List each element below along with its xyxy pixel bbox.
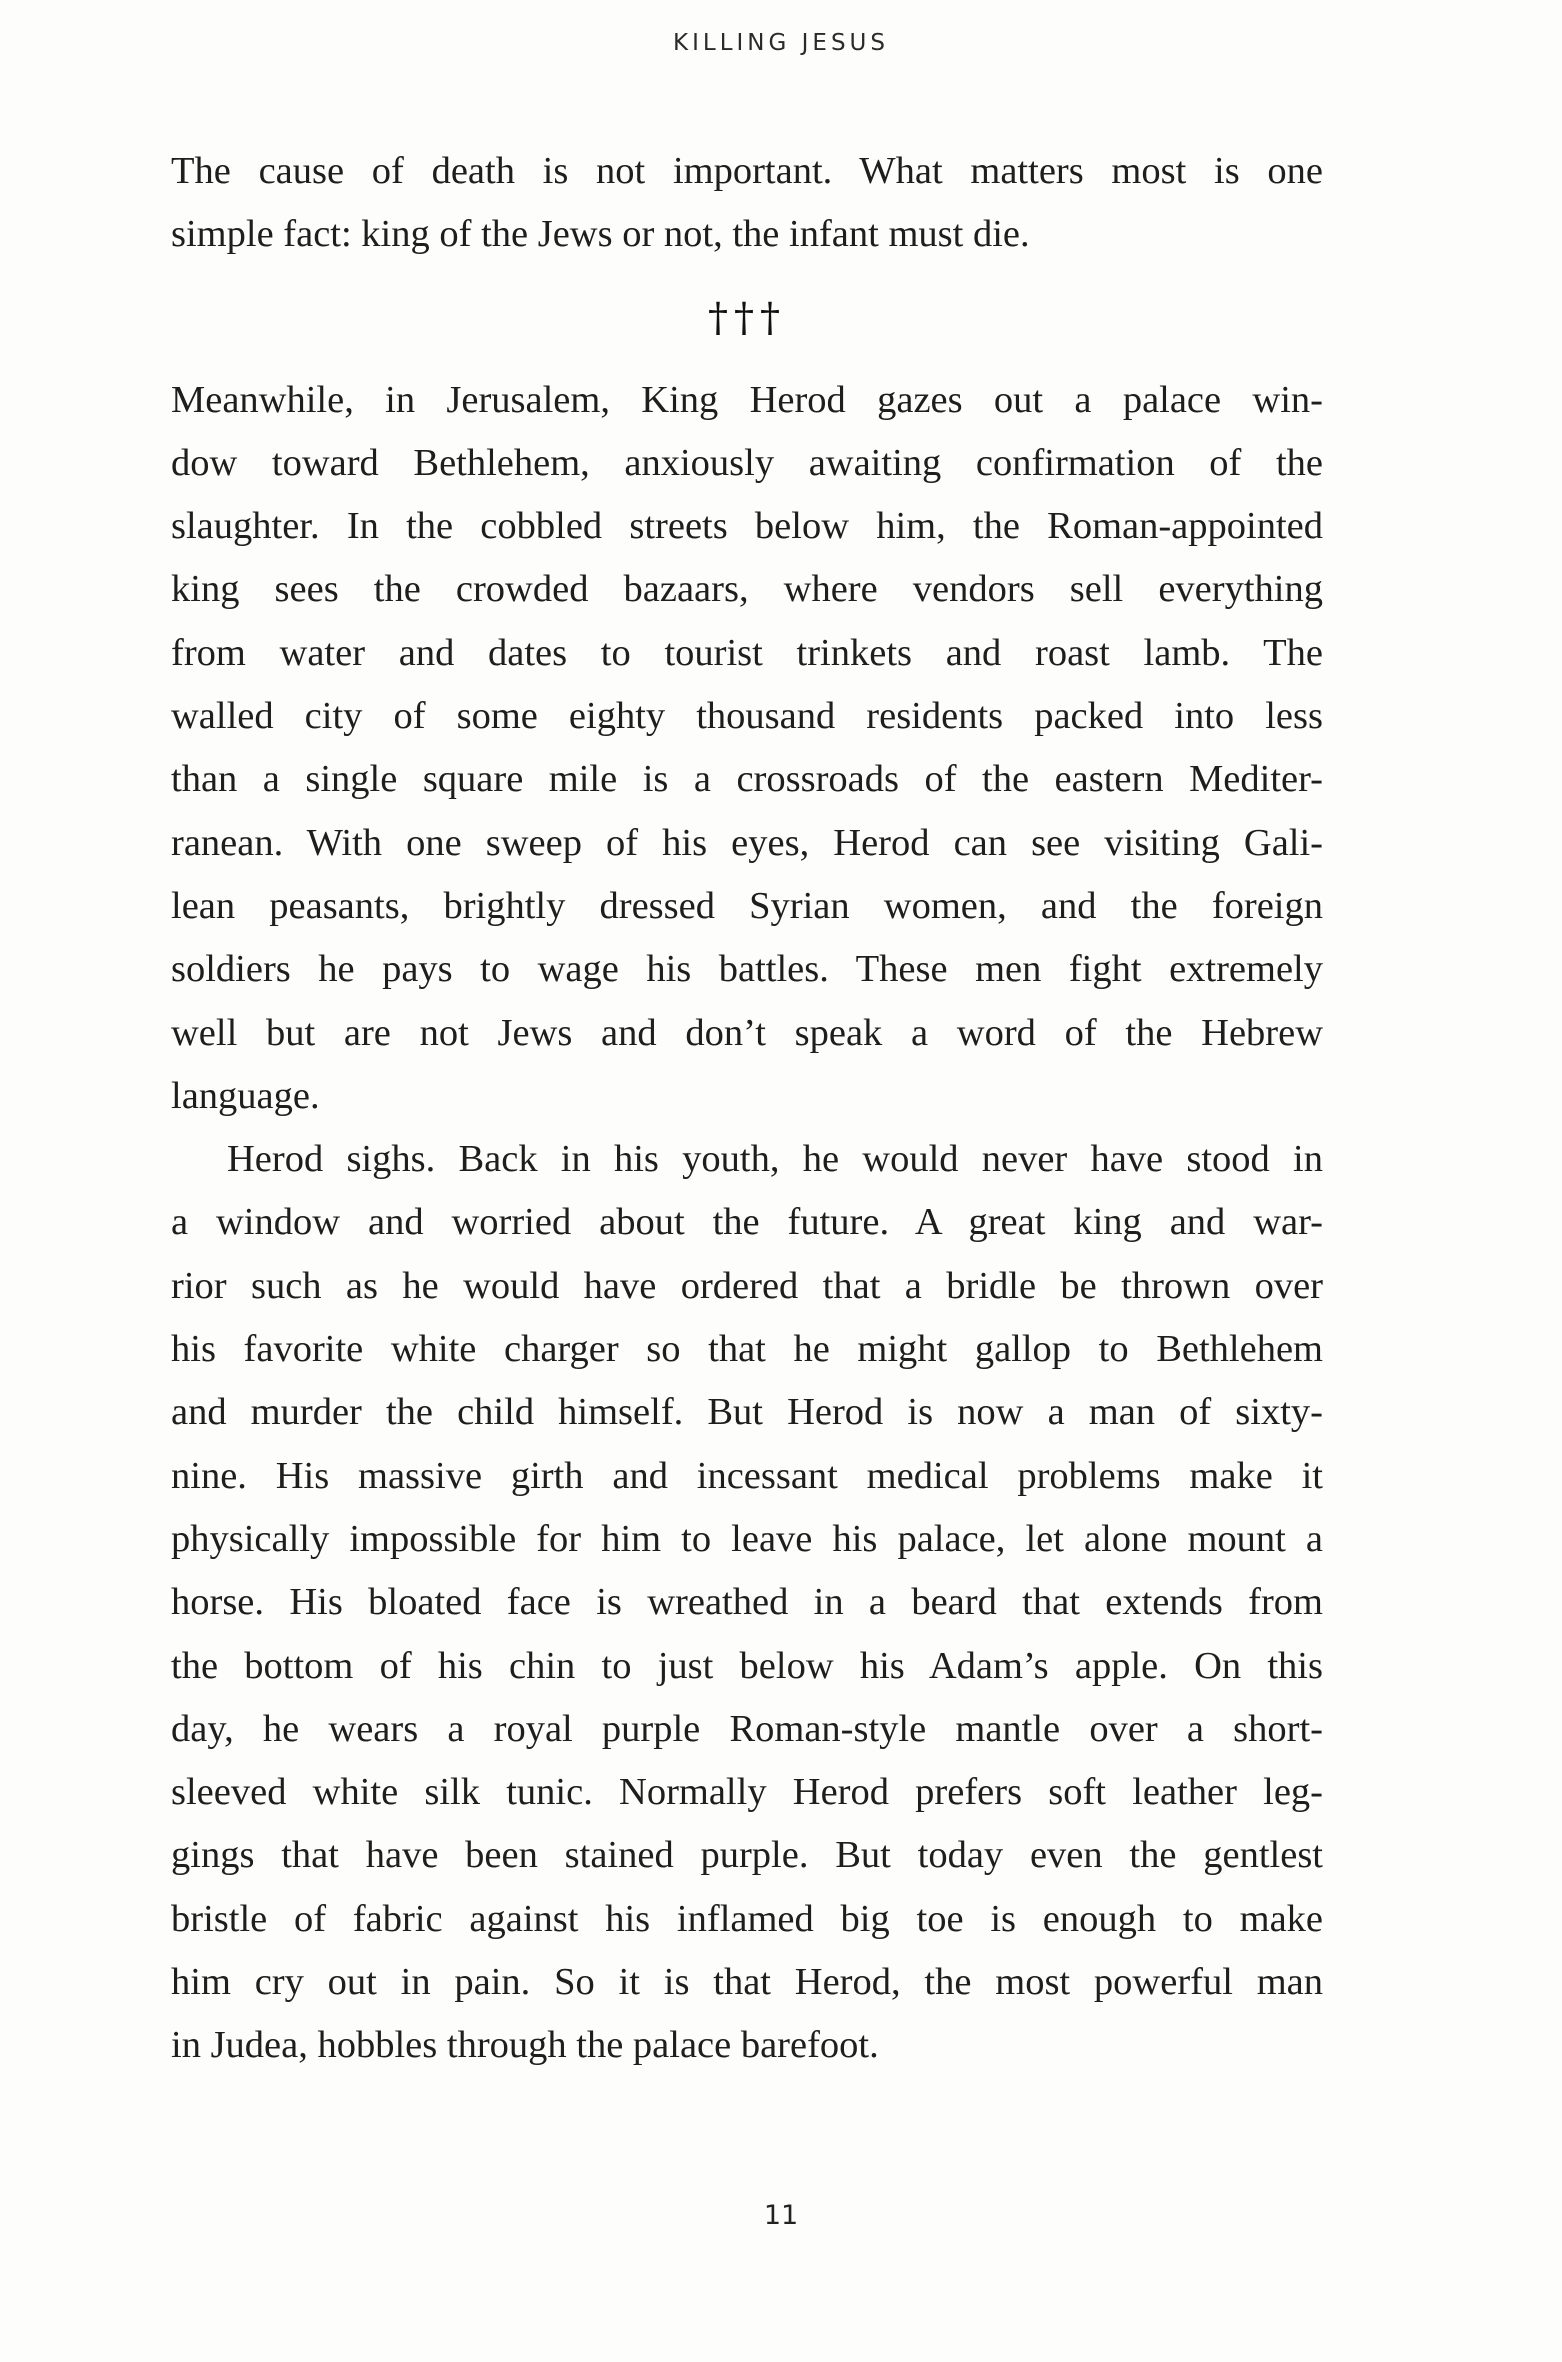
paragraph-herod-gazes	[171, 369, 1323, 1129]
text-line: in Judea, hobbles through the palace barefoot.	[171, 2024, 879, 2067]
text-line: Meanwhile, in Jerusalem, King Herod gazes out a palace win-	[171, 378, 1323, 421]
text-line: bristle of fabric against his inflamed big toe is enough to make	[171, 1897, 1323, 1940]
text-line: and murder the child himself. But Herod is now a man of sixty-	[171, 1391, 1323, 1434]
text-line: nine. His massive girth and incessant medical problems make it	[171, 1454, 1323, 1497]
text-line: him cry out in pain. So it is that Herod, the most powerful man	[171, 1961, 1323, 2004]
body-text	[171, 140, 1323, 2078]
text-line: slaughter. In the cobbled streets below him, the Roman-appointed	[171, 505, 1323, 548]
text-line: ranean. With one sweep of his eyes, Herod can see visiting Gali-	[171, 821, 1323, 864]
text-line: language.	[171, 1074, 320, 1117]
text-line: day, he wears a royal purple Roman-style mantle over a short-	[171, 1707, 1323, 1750]
text-line: his favorite white charger so that he might gallop to Bethlehem	[171, 1328, 1323, 1371]
text-line: from water and dates to tourist trinkets and roast lamb. The	[171, 631, 1323, 674]
page-number: 11	[763, 2200, 799, 2231]
text-line: simple fact: king of the Jews or not, the infant must die.	[171, 213, 1030, 256]
text-line: lean peasants, brightly dressed Syrian women, and the foreign	[171, 884, 1323, 927]
running-head: KILLING JESUS	[673, 30, 889, 56]
text-line: well but are not Jews and don’t speak a word of the Hebrew	[171, 1011, 1323, 1054]
text-line: rior such as he would have ordered that a bridle be thrown over	[171, 1264, 1323, 1307]
text-line: The cause of death is not important. What matters most is one	[171, 150, 1323, 192]
text-line: soldiers he pays to wage his battles. These men fight extremely	[171, 948, 1323, 991]
text-line: Herod sighs. Back in his youth, he would never have stood in	[227, 1138, 1323, 1181]
section-break-crosses: †††	[708, 294, 786, 341]
text-line: horse. His bloated face is wreathed in a beard that extends from	[171, 1581, 1323, 1624]
text-line: king sees the crowded bazaars, where vendors sell everything	[171, 568, 1323, 611]
text-line: physically impossible for him to leave his palace, let alone mount a	[171, 1517, 1323, 1560]
text-line: the bottom of his chin to just below his Adam’s apple. On this	[171, 1644, 1323, 1687]
paragraph-herod-sighs	[171, 1128, 1323, 2077]
text-line: walled city of some eighty thousand residents packed into less	[171, 695, 1323, 738]
text-line: than a single square mile is a crossroads of the eastern Mediter-	[171, 758, 1323, 801]
text-line: a window and worried about the future. A great king and war-	[171, 1201, 1323, 1244]
text-line: sleeved white silk tunic. Normally Herod prefers soft leather leg-	[171, 1771, 1323, 1814]
text-line: gings that have been stained purple. But today even the gentlest	[171, 1834, 1323, 1877]
paragraph-opening	[171, 140, 1323, 267]
text-line: dow toward Bethlehem, anxiously awaiting confirmation of the	[171, 441, 1323, 484]
